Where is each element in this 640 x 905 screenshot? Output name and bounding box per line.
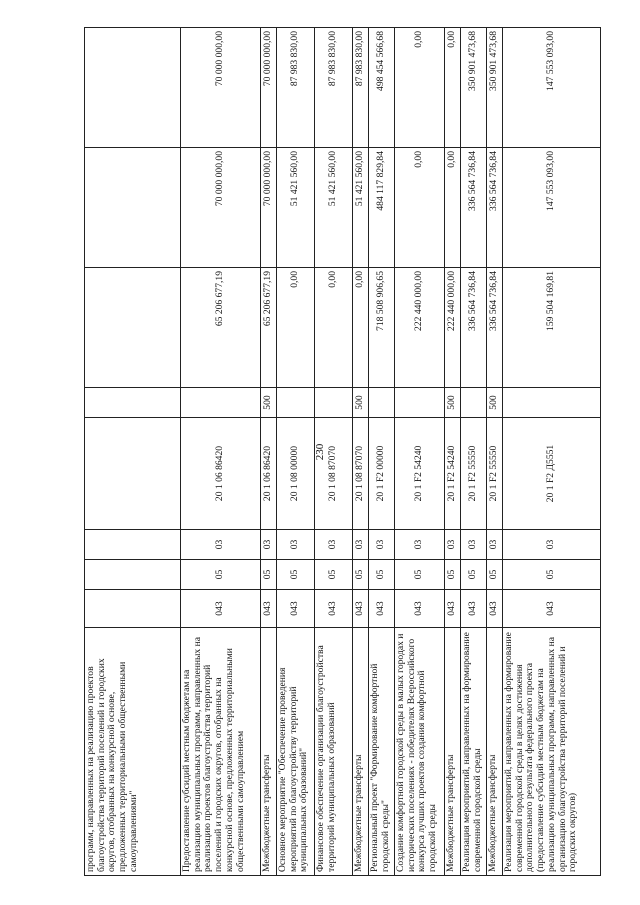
expense-type: 500 xyxy=(353,388,369,418)
amount-year-3: 147 553 093,00 xyxy=(503,28,601,148)
section-code: 05 xyxy=(487,560,503,590)
row-name: Межбюджетные трансферты xyxy=(353,628,369,876)
amount-year-3: 70 000 000,00 xyxy=(261,28,277,148)
table-row xyxy=(445,28,461,876)
admin-code: 043 xyxy=(181,590,261,628)
subsection-code: 03 xyxy=(487,530,503,560)
amount-year-2: 336 564 736,84 xyxy=(487,148,503,268)
table-row xyxy=(85,28,181,876)
row-name: Межбюджетные трансферты xyxy=(445,628,461,876)
row-name: Региональный проект "Формирование комфортной городской среды" xyxy=(369,628,395,876)
expense-type: 500 xyxy=(261,388,277,418)
row-name: Межбюджетные трансферты xyxy=(487,628,503,876)
subsection-code: 03 xyxy=(181,530,261,560)
table-row xyxy=(503,28,601,876)
target-article: 20 1 F2 55550 xyxy=(487,418,503,530)
target-article: 20 1 F2 54240 xyxy=(445,418,461,530)
amount-year-3: 350 901 473,68 xyxy=(461,28,487,148)
expense-type xyxy=(395,388,445,418)
target-article: 20 1 08 87070 xyxy=(353,418,369,530)
table-row xyxy=(315,28,353,876)
subsection-code: 03 xyxy=(261,530,277,560)
amount-year-2 xyxy=(85,148,181,268)
amount-year-1: 159 504 169,81 xyxy=(503,268,601,388)
expense-type: 500 xyxy=(487,388,503,418)
admin-code: 043 xyxy=(503,590,601,628)
table-row xyxy=(277,28,315,876)
expense-type xyxy=(369,388,395,418)
page-number: 230 xyxy=(314,443,326,461)
table-row xyxy=(261,28,277,876)
amount-year-2: 51 421 560,00 xyxy=(315,148,353,268)
amount-year-1: 718 508 906,65 xyxy=(369,268,395,388)
admin-code: 043 xyxy=(487,590,503,628)
expense-type xyxy=(315,388,353,418)
target-article: 20 1 F2 55550 xyxy=(461,418,487,530)
row-name: Межбюджетные трансферты xyxy=(261,628,277,876)
target-article: 20 1 F2 Д5551 xyxy=(503,418,601,530)
subsection-code: 03 xyxy=(503,530,601,560)
target-article: 20 1 06 86420 xyxy=(181,418,261,530)
table-row xyxy=(487,28,503,876)
amount-year-1: 65 206 677,19 xyxy=(261,268,277,388)
amount-year-2: 0,00 xyxy=(445,148,461,268)
admin-code: 043 xyxy=(461,590,487,628)
amount-year-2: 70 000 000,00 xyxy=(261,148,277,268)
section-code: 05 xyxy=(181,560,261,590)
row-name: Основное мероприятие "Обеспечение проведения мероприятий по благоустройству территорий муниципальных образований" xyxy=(277,628,315,876)
table-row xyxy=(461,28,487,876)
target-article: 20 1 08 00000 xyxy=(277,418,315,530)
amount-year-1: 0,00 xyxy=(315,268,353,388)
amount-year-2: 51 421 560,00 xyxy=(277,148,315,268)
amount-year-1: 65 206 677,19 xyxy=(181,268,261,388)
target-article xyxy=(85,418,181,530)
expense-type xyxy=(85,388,181,418)
section-code: 05 xyxy=(261,560,277,590)
amount-year-2: 484 117 829,84 xyxy=(369,148,395,268)
table-row xyxy=(353,28,369,876)
table-row xyxy=(395,28,445,876)
amount-year-3: 350 901 473,68 xyxy=(487,28,503,148)
admin-code: 043 xyxy=(315,590,353,628)
subsection-code: 03 xyxy=(369,530,395,560)
row-name: Реализация мероприятий, направленных на формирование современной городской среды в целях достижения дополнительного результата федерального проекта (предоставление субсидий местным бюджетам на реализацию муниципальных программ, направленных на организацию благоустройства территорий поселений и городских округов) xyxy=(503,628,601,876)
section-code xyxy=(85,560,181,590)
subsection-code xyxy=(85,530,181,560)
subsection-code: 03 xyxy=(277,530,315,560)
amount-year-2: 70 000 000,00 xyxy=(181,148,261,268)
amount-year-1 xyxy=(85,268,181,388)
target-article: 20 1 08 87070 xyxy=(315,418,353,530)
subsection-code: 03 xyxy=(461,530,487,560)
amount-year-1: 0,00 xyxy=(353,268,369,388)
amount-year-3: 0,00 xyxy=(445,28,461,148)
admin-code: 043 xyxy=(353,590,369,628)
subsection-code: 03 xyxy=(445,530,461,560)
row-name: программ, направленных на реализацию проектов благоустройства территорий поселений и городских округов, отобранных на конкурсной основе, предложенных территориальными общественными самоуправлениями" xyxy=(85,628,181,876)
table-row xyxy=(181,28,261,876)
amount-year-3: 87 983 830,00 xyxy=(277,28,315,148)
amount-year-2: 51 421 560,00 xyxy=(353,148,369,268)
target-article: 20 1 06 86420 xyxy=(261,418,277,530)
section-code: 05 xyxy=(353,560,369,590)
amount-year-3: 498 454 566,68 xyxy=(369,28,395,148)
amount-year-2: 0,00 xyxy=(395,148,445,268)
row-name: Создание комфортной городской среды в малых городах и исторических поселениях - победителях Всероссийского конкурса лучших проектов создания комфортной городской среды xyxy=(395,628,445,876)
table-row xyxy=(369,28,395,876)
amount-year-2: 147 553 093,00 xyxy=(503,148,601,268)
document-page xyxy=(84,28,579,876)
admin-code xyxy=(85,590,181,628)
expense-type xyxy=(503,388,601,418)
subsection-code: 03 xyxy=(395,530,445,560)
section-code: 05 xyxy=(461,560,487,590)
amount-year-2: 336 564 736,84 xyxy=(461,148,487,268)
target-article: 20 1 F2 54240 xyxy=(395,418,445,530)
target-article: 20 1 F2 00000 xyxy=(369,418,395,530)
amount-year-3: 0,00 xyxy=(395,28,445,148)
section-code: 05 xyxy=(503,560,601,590)
rotated-table-wrapper xyxy=(84,28,579,876)
section-code: 05 xyxy=(315,560,353,590)
amount-year-3: 70 000 000,00 xyxy=(181,28,261,148)
section-code: 05 xyxy=(277,560,315,590)
amount-year-1: 222 440 000,00 xyxy=(445,268,461,388)
subsection-code: 03 xyxy=(315,530,353,560)
admin-code: 043 xyxy=(445,590,461,628)
amount-year-3: 87 983 830,00 xyxy=(353,28,369,148)
budget-table xyxy=(84,27,601,876)
amount-year-1: 222 440 000,00 xyxy=(395,268,445,388)
admin-code: 043 xyxy=(395,590,445,628)
expense-type: 500 xyxy=(445,388,461,418)
section-code: 05 xyxy=(445,560,461,590)
subsection-code: 03 xyxy=(353,530,369,560)
expense-type xyxy=(461,388,487,418)
admin-code: 043 xyxy=(277,590,315,628)
amount-year-1: 336 564 736,84 xyxy=(461,268,487,388)
amount-year-3: 87 983 830,00 xyxy=(315,28,353,148)
amount-year-1: 336 564 736,84 xyxy=(487,268,503,388)
row-name: Финансовое обеспечение организации благоустройства территорий муниципальных образований xyxy=(315,628,353,876)
admin-code: 043 xyxy=(261,590,277,628)
section-code: 05 xyxy=(369,560,395,590)
amount-year-1: 0,00 xyxy=(277,268,315,388)
amount-year-3 xyxy=(85,28,181,148)
row-name: Реализация мероприятий, направленных на формирование современной городской среды xyxy=(461,628,487,876)
admin-code: 043 xyxy=(369,590,395,628)
row-name: Предоставление субсидий местным бюджетам на реализацию муниципальных программ, направленных на реализацию проектов благоустройства территорий поселений и городских округов, отобранных на конкурсной основе, предложенных территориальными общественными самоуправлением xyxy=(181,628,261,876)
section-code: 05 xyxy=(395,560,445,590)
expense-type xyxy=(181,388,261,418)
expense-type xyxy=(277,388,315,418)
